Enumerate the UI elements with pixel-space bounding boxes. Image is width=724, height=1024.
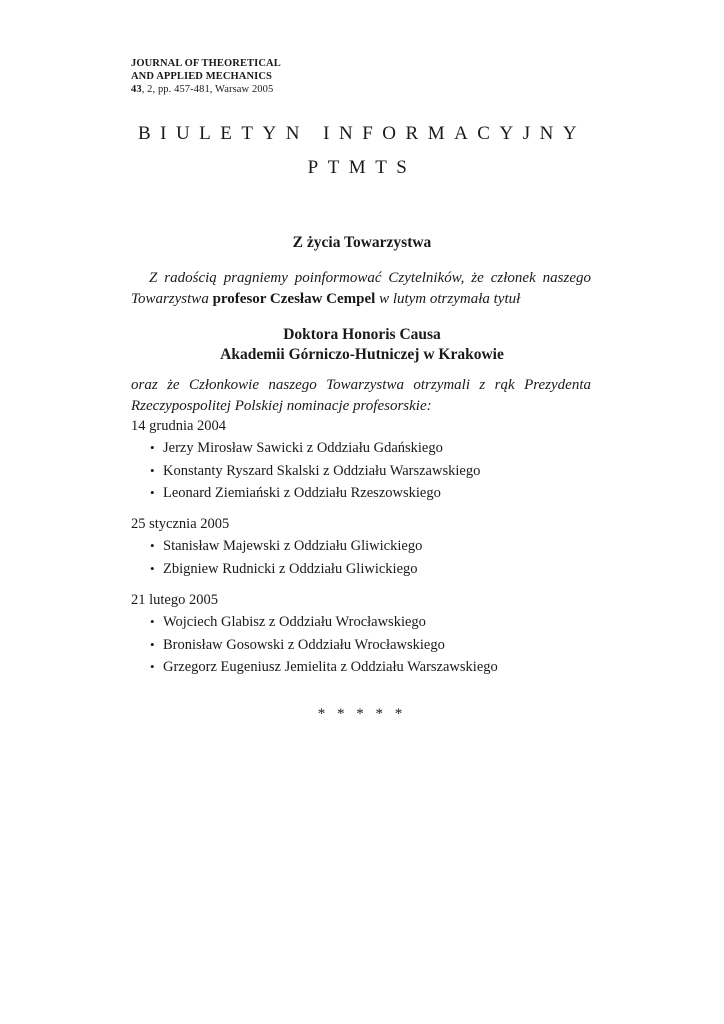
list-item-text: Zbigniew Rudnicki z Oddziału Gliwickiego (163, 560, 418, 577)
intro-honoree-name: profesor Czesław Cempel (212, 291, 376, 307)
nominations-paragraph: oraz że Członkowie naszego Towarzystwa otrzymali z rąk Prezydenta Rzeczypospolitej Polskiej nominacje profesorskie: (131, 377, 591, 414)
list-item (131, 437, 601, 460)
honoris-institution: Akademii Górniczo-Hutniczej w Krakowie (220, 346, 504, 363)
list-item (131, 482, 601, 505)
nomination-date: 14 grudnia 2004 (131, 418, 227, 434)
list-item (131, 634, 601, 657)
section-separator: * * * * * (317, 706, 407, 722)
list-item-text: Wojciech Glabisz z Oddziału Wrocławskiego (163, 614, 426, 630)
list-item-text: Grzegorz Eugeniusz Jemielita z Oddziału Warszawskiego (163, 659, 498, 675)
list-item (131, 535, 601, 558)
nomination-group (131, 589, 601, 679)
journal-issue (131, 83, 281, 96)
list-item (131, 558, 601, 581)
bullet-icon: • (150, 659, 155, 674)
bullet-icon: • (150, 538, 155, 553)
list-item (131, 611, 601, 634)
nomination-date: 25 stycznia 2005 (131, 516, 230, 532)
bullet-icon: • (150, 485, 155, 500)
nomination-list (131, 611, 601, 679)
bullet-icon: • (150, 440, 155, 455)
list-item-text: Stanisław Majewski z Oddziału Gliwickiego (163, 538, 423, 554)
nomination-list (131, 437, 601, 505)
journal-volume: 43 (131, 84, 142, 95)
bullet-icon: • (150, 560, 155, 576)
journal-header (131, 57, 281, 96)
honoris-title: Doktora Honoris Causa (283, 326, 441, 343)
list-item-text: Leonard Ziemiański z Oddziału Rzeszowskiego (163, 485, 441, 501)
journal-name-line2: AND APPLIED MECHANICS (131, 71, 272, 82)
list-item (131, 656, 601, 679)
journal-issue-rest: , 2, pp. 457-481, Warsaw 2005 (141, 84, 274, 95)
journal-name-line1: JOURNAL OF THEORETICAL (131, 58, 281, 69)
bulletin-title: BIULETYN INFORMACYJNY (137, 123, 587, 144)
intro-text-before: Z radością pragniemy poinformować Czytelników, że członek naszego Towarzystwa (131, 270, 591, 307)
section-heading: Z życia Towarzystwa (292, 234, 432, 251)
nomination-group (131, 415, 601, 505)
nomination-list (131, 535, 601, 580)
nomination-date: 21 lutego 2005 (131, 592, 218, 608)
intro-paragraph (131, 268, 591, 310)
bullet-icon: • (150, 614, 155, 629)
list-item-text: Konstanty Ryszard Skalski z Oddziału Warszawskiego (163, 462, 481, 479)
list-item-text: Bronisław Gosowski z Oddziału Wrocławskiego (163, 636, 445, 653)
list-item (131, 460, 601, 483)
list-item-text: Jerzy Mirosław Sawicki z Oddziału Gdańskiego (163, 440, 443, 456)
intro-text-after: w lutym otrzymała tytuł (379, 291, 521, 307)
nomination-group (131, 513, 601, 580)
bullet-icon: • (150, 636, 155, 652)
bullet-icon: • (150, 462, 155, 478)
honoris-causa-block (0, 325, 724, 365)
bulletin-subtitle: PTMTS (307, 157, 417, 178)
